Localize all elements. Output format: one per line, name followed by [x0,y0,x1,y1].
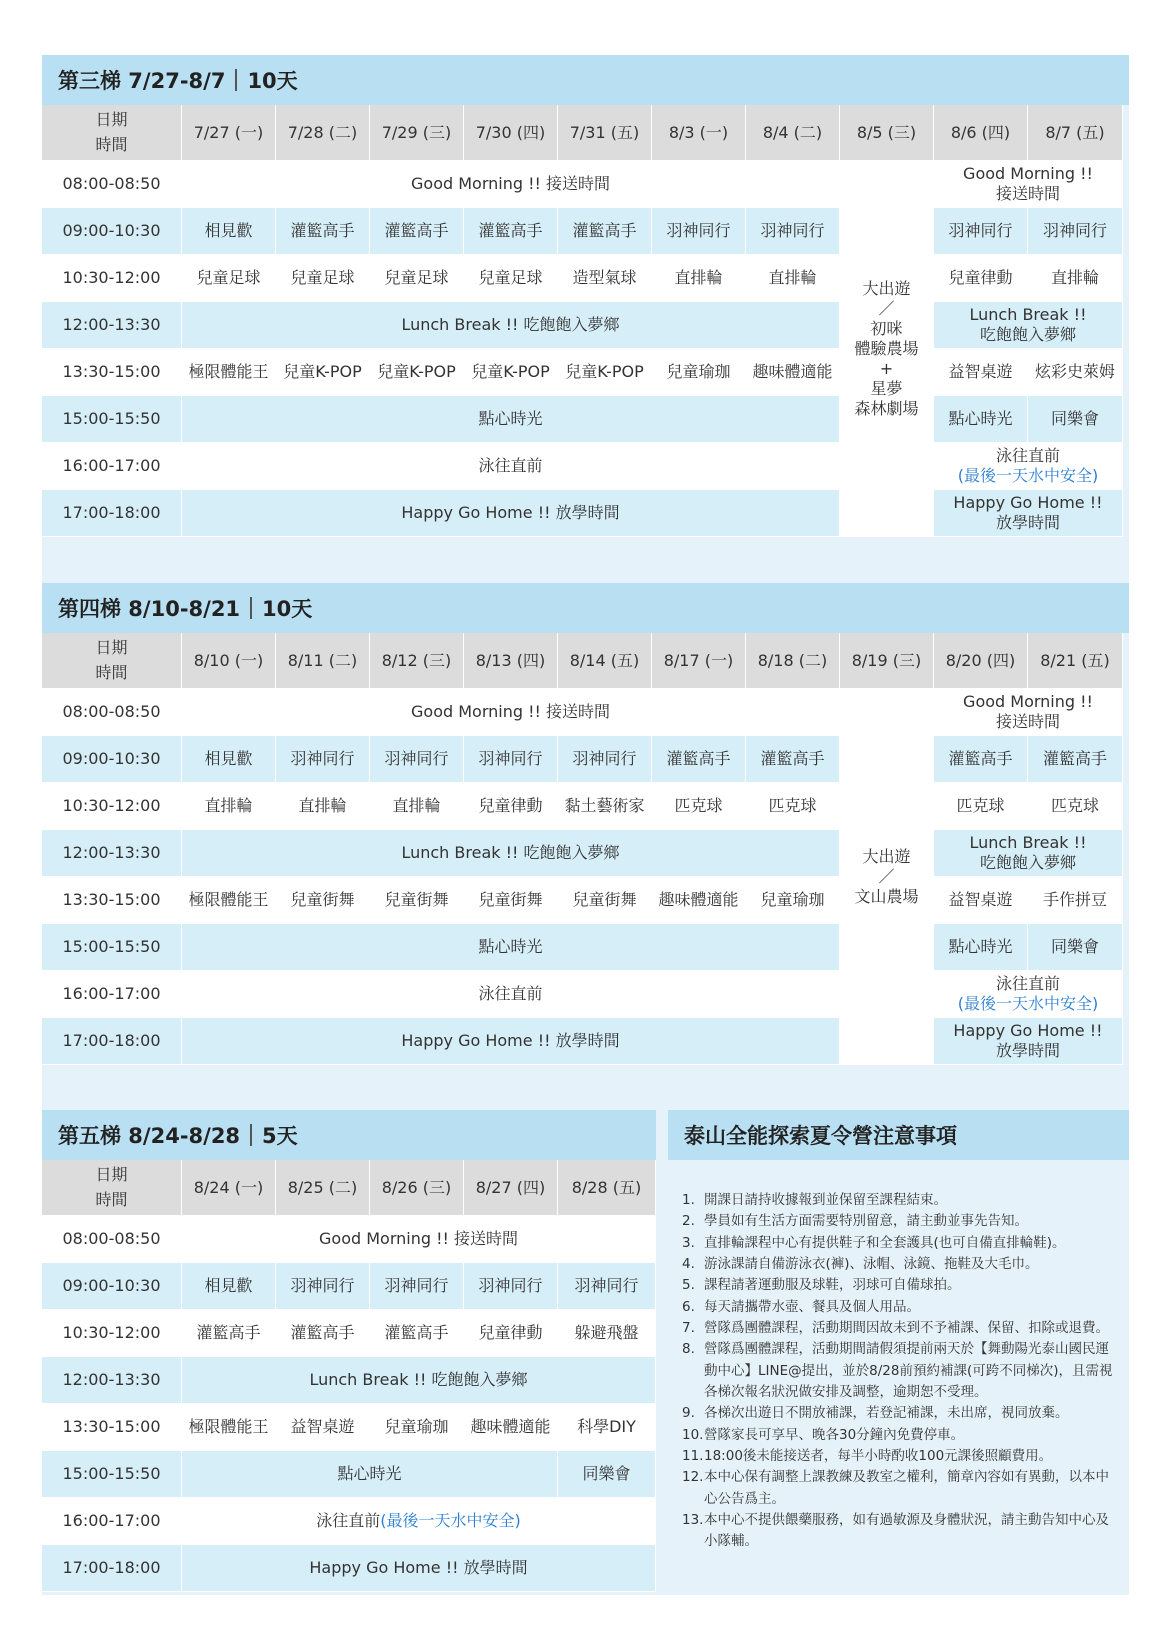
schedule-cell: Good Morning !! 接送時間 [182,161,840,208]
table-row [42,924,1123,971]
schedule-cell: 羽神同行 [746,208,840,255]
schedule-cell: 灌籃高手 [370,208,464,255]
schedule-table-5 [42,1160,656,1592]
list-item: 10. 營隊家長可享早、晚各30分鐘內免費停車。 [682,1426,965,1443]
notes-list [668,1160,1129,1553]
schedule-cell: 點心時光 [182,924,840,971]
schedule-cell: 直排輪 [652,255,746,302]
schedule-cell: 兒童K-POP [558,349,652,396]
schedule-cell: 兒童律動 [934,255,1028,302]
table-row [42,689,1123,736]
schedule-cell: Lunch Break !! 吃飽飽入夢鄉 [182,302,840,349]
schedule-cell: 灌籃高手 [276,1310,370,1357]
table-row [42,208,1123,255]
list-item: 7. 營隊爲團體課程，活動期間因故未到不予補課、保留、扣除或退費。 [682,1319,1109,1336]
table-header-row [42,633,1123,689]
schedule-cell: 羽神同行 [276,1263,370,1310]
date-cell: 8/13 (四) [464,633,558,689]
schedule-cell: Happy Go Home !! 放學時間 [934,1018,1123,1065]
schedule-cell: Good Morning !! 接送時間 [934,161,1123,208]
table-row [42,1498,656,1545]
time-cell: 17:00-18:00 [42,1018,182,1065]
schedule-cell: 羽神同行 [276,736,370,783]
schedule-cell: 泳往直前 (最後一天水中安全) [934,971,1123,1018]
schedule-cell: 兒童K-POP [464,349,558,396]
outing-cell: 大出遊 ／ 初咪 體驗農場 + 星夢 森林劇場 [840,161,934,537]
schedule-cell: 黏土藝術家 [558,783,652,830]
date-cell: 7/27 (一) [182,105,276,161]
schedule-cell: 兒童瑜珈 [746,877,840,924]
section-3 [42,55,1129,537]
time-cell: 08:00-08:50 [42,1216,182,1263]
schedule-cell: 點心時光 [182,396,840,443]
schedule-cell: 羽神同行 [558,736,652,783]
time-cell: 17:00-18:00 [42,490,182,537]
schedule-cell: 灌籃高手 [934,736,1028,783]
time-cell: 10:30-12:00 [42,255,182,302]
section-5-title: 第五梯 8/24-8/28 [58,1124,241,1148]
schedule-table-3 [42,105,1123,537]
schedule-cell: 羽神同行 [652,208,746,255]
date-cell: 8/6 (四) [934,105,1028,161]
schedule-cell: 灌籃高手 [182,1310,276,1357]
date-cell: 8/10 (一) [182,633,276,689]
schedule-cell: 點心時光 [934,924,1028,971]
schedule-cell: 兒童足球 [370,255,464,302]
schedule-cell: 灌籃高手 [1028,736,1123,783]
schedule-cell: 匹克球 [652,783,746,830]
schedule-cell: 泳往直前 [182,971,840,1018]
date-cell: 8/5 (三) [840,105,934,161]
notes-panel [668,1110,1129,1595]
time-cell: 15:00-15:50 [42,1451,182,1498]
date-cell: 8/3 (一) [652,105,746,161]
date-cell: 7/28 (二) [276,105,370,161]
schedule-cell: 兒童足球 [464,255,558,302]
schedule-cell: 趣味體適能 [464,1404,558,1451]
date-cell: 8/14 (五) [558,633,652,689]
time-cell: 08:00-08:50 [42,689,182,736]
list-item: 8. 營隊爲團體課程，活動期間請假須提前兩天於【舞動陽光泰山國民運動中心】LINE@提出，並於8/28前預約補課(可跨不同梯次)，且需視各梯次報名狀況做安排及調整，逾期恕不受理。 [682,1341,1113,1400]
table-row [42,877,1123,924]
time-cell: 08:00-08:50 [42,161,182,208]
schedule-cell: 灌籃高手 [746,736,840,783]
time-cell: 16:00-17:00 [42,971,182,1018]
schedule-cell: 科學DIY [558,1404,656,1451]
list-item: 12. 本中心保有調整上課教練及教室之權利，簡章內容如有異動，以本中心公告爲主。 [682,1469,1109,1507]
schedule-cell: 兒童瑜珈 [652,349,746,396]
schedule-cell: 兒童律動 [464,783,558,830]
date-cell: 8/27 (四) [464,1160,558,1216]
table-row [42,349,1123,396]
table-row [42,1357,656,1404]
schedule-cell: 灌籃高手 [276,208,370,255]
schedule-cell: 相見歡 [182,208,276,255]
table-row [42,490,1123,537]
divider [250,1124,252,1146]
schedule-cell: 直排輪 [370,783,464,830]
schedule-cell: Happy Go Home !! 放學時間 [182,490,840,537]
date-cell: 8/21 (五) [1028,633,1123,689]
time-cell: 09:00-10:30 [42,208,182,255]
schedule-cell: Good Morning !! 接送時間 [182,689,840,736]
schedule-cell: 泳往直前(最後一天水中安全) [182,1498,656,1545]
section-4-header [42,583,1129,633]
schedule-cell: Lunch Break !! 吃飽飽入夢鄉 [182,1357,656,1404]
schedule-cell: 羽神同行 [370,736,464,783]
schedule-cell: 直排輪 [182,783,276,830]
schedule-cell: Good Morning !! 接送時間 [934,689,1123,736]
time-cell: 16:00-17:00 [42,1498,182,1545]
table-row [42,1451,656,1498]
schedule-cell: 極限體能王 [182,877,276,924]
table-row [42,396,1123,443]
time-cell: 10:30-12:00 [42,783,182,830]
schedule-cell: 羽神同行 [464,736,558,783]
time-cell: 13:30-15:00 [42,349,182,396]
table-row [42,736,1123,783]
list-item: 13. 本中心不提供餵藥服務，如有過敏源及身體狀況，請主動告知中心及小隊輔。 [682,1511,1109,1550]
time-cell: 09:00-10:30 [42,736,182,783]
schedule-cell: 兒童瑜珈 [370,1404,464,1451]
schedule-cell: 點心時光 [182,1451,558,1498]
date-cell: 8/12 (三) [370,633,464,689]
table-row [42,1404,656,1451]
schedule-cell: 極限體能王 [182,1404,276,1451]
table-row [42,1310,656,1357]
section-4-days: 10天 [262,597,313,621]
schedule-cell: 羽神同行 [934,208,1028,255]
section-3-header [42,55,1129,105]
table-row [42,443,1123,490]
schedule-cell: 極限體能王 [182,349,276,396]
schedule-cell: 羽神同行 [1028,208,1123,255]
table-row [42,161,1123,208]
schedule-cell: 手作拼豆 [1028,877,1123,924]
time-cell: 15:00-15:50 [42,396,182,443]
date-cell: 8/17 (一) [652,633,746,689]
schedule-cell: 兒童足球 [182,255,276,302]
schedule-cell: Happy Go Home !! 放學時間 [182,1545,656,1592]
date-cell: 8/19 (三) [840,633,934,689]
schedule-cell: 兒童街舞 [370,877,464,924]
schedule-cell: 造型氣球 [558,255,652,302]
date-cell: 8/18 (二) [746,633,840,689]
time-cell: 13:30-15:00 [42,1404,182,1451]
section-5-header [42,1110,656,1160]
time-cell: 15:00-15:50 [42,924,182,971]
time-cell: 12:00-13:30 [42,1357,182,1404]
date-cell: 8/24 (一) [182,1160,276,1216]
date-cell: 8/11 (二) [276,633,370,689]
list-item: 2. 學員如有生活方面需要特別留意，請主動並事先告知。 [682,1213,1028,1230]
schedule-cell: 泳往直前 [182,443,840,490]
schedule-cell: Good Morning !! 接送時間 [182,1216,656,1263]
list-item: 1. 開課日請持收據報到並保留至課程結束。 [682,1192,947,1208]
divider [250,597,252,619]
schedule-cell: 益智桌遊 [934,349,1028,396]
schedule-cell: 相見歡 [182,736,276,783]
schedule-cell: 益智桌遊 [934,877,1028,924]
time-cell: 12:00-13:30 [42,830,182,877]
schedule-cell: 益智桌遊 [276,1404,370,1451]
outing-cell: 大出遊 ／ 文山農場 [840,689,934,1065]
time-cell: 16:00-17:00 [42,443,182,490]
date-cell: 7/29 (三) [370,105,464,161]
schedule-cell: 同樂會 [1028,924,1123,971]
table-row [42,1018,1123,1065]
section-4-title: 第四梯 8/10-8/21 [58,597,241,621]
schedule-cell: Happy Go Home !! 放學時間 [934,490,1123,537]
table-header-row [42,105,1123,161]
schedule-cell: 匹克球 [1028,783,1123,830]
table-row [42,971,1123,1018]
schedule-cell: Lunch Break !! 吃飽飽入夢鄉 [934,302,1123,349]
time-cell: 09:00-10:30 [42,1263,182,1310]
schedule-cell: 同樂會 [558,1451,656,1498]
schedule-cell: 同樂會 [1028,396,1123,443]
schedule-cell: 兒童足球 [276,255,370,302]
table-row [42,1263,656,1310]
schedule-cell: 灌籃高手 [558,208,652,255]
list-item: 11. 18:00後未能接送者，每半小時酌收100元課後照顧費用。 [682,1447,1053,1464]
date-cell: 7/30 (四) [464,105,558,161]
divider [235,69,237,91]
section-4 [42,583,1129,1065]
schedule-cell: 直排輪 [746,255,840,302]
schedule-cell: 直排輪 [1028,255,1123,302]
schedule-cell: Lunch Break !! 吃飽飽入夢鄉 [182,830,840,877]
schedule-cell: 灌籃高手 [652,736,746,783]
section-5-days: 5天 [262,1124,298,1148]
date-time-label: 日期 時間 [42,105,182,161]
section-3-days: 10天 [247,69,298,93]
schedule-cell: 相見歡 [182,1263,276,1310]
schedule-cell: 羽神同行 [370,1263,464,1310]
table-row [42,302,1123,349]
schedule-table-4 [42,633,1123,1065]
schedule-cell: 趣味體適能 [652,877,746,924]
date-cell: 8/25 (二) [276,1160,370,1216]
date-cell: 8/4 (二) [746,105,840,161]
date-time-label: 日期 時間 [42,1160,182,1216]
schedule-cell: 羽神同行 [558,1263,656,1310]
schedule-cell: 兒童街舞 [558,877,652,924]
schedule-cell: 兒童街舞 [276,877,370,924]
schedule-cell: Happy Go Home !! 放學時間 [182,1018,840,1065]
schedule-cell: 匹克球 [934,783,1028,830]
schedule-cell: 羽神同行 [464,1263,558,1310]
schedule-cell: 灌籃高手 [370,1310,464,1357]
list-item: 5. 課程請著運動服及球鞋，羽球可自備球拍。 [682,1277,961,1294]
table-row [42,1545,656,1592]
list-item: 3. 直排輪課程中心有提供鞋子和全套護具(也可自備直排輪鞋)。 [682,1234,1066,1251]
date-cell: 8/28 (五) [558,1160,656,1216]
table-row [42,783,1123,830]
schedule-cell: 兒童律動 [464,1310,558,1357]
date-cell: 8/20 (四) [934,633,1028,689]
schedule-cell: 匹克球 [746,783,840,830]
schedule-cell: Lunch Break !! 吃飽飽入夢鄉 [934,830,1123,877]
time-cell: 17:00-18:00 [42,1545,182,1592]
list-item: 6. 每天請攜帶水壺、餐具及個人用品。 [682,1298,920,1315]
table-row [42,1216,656,1263]
schedule-cell: 灌籃高手 [464,208,558,255]
schedule-cell: 兒童街舞 [464,877,558,924]
table-header-row [42,1160,656,1216]
schedule-cell: 兒童K-POP [370,349,464,396]
date-cell: 8/26 (三) [370,1160,464,1216]
time-cell: 12:00-13:30 [42,302,182,349]
schedule-cell: 趣味體適能 [746,349,840,396]
schedule-cell: 兒童K-POP [276,349,370,396]
date-time-label: 日期 時間 [42,633,182,689]
list-item: 4. 游泳課請自備游泳衣(褲)、泳帽、泳鏡、拖鞋及大毛巾。 [682,1255,1039,1272]
time-cell: 10:30-12:00 [42,1310,182,1357]
table-row [42,830,1123,877]
date-cell: 8/7 (五) [1028,105,1123,161]
schedule-cell: 直排輪 [276,783,370,830]
notes-title: 泰山全能探索夏令營注意事項 [668,1110,1129,1160]
schedule-cell: 炫彩史萊姆 [1028,349,1123,396]
list-item: 9. 各梯次出遊日不開放補課，若登記補課，未出席，視同放棄。 [682,1405,1069,1422]
schedule-cell: 泳往直前 (最後一天水中安全) [934,443,1123,490]
date-cell: 7/31 (五) [558,105,652,161]
schedule-cell: 躲避飛盤 [558,1310,656,1357]
time-cell: 13:30-15:00 [42,877,182,924]
schedule-cell: 點心時光 [934,396,1028,443]
table-row [42,255,1123,302]
section-3-title: 第三梯 7/27-8/7 [58,69,226,93]
section-5 [42,1110,656,1592]
